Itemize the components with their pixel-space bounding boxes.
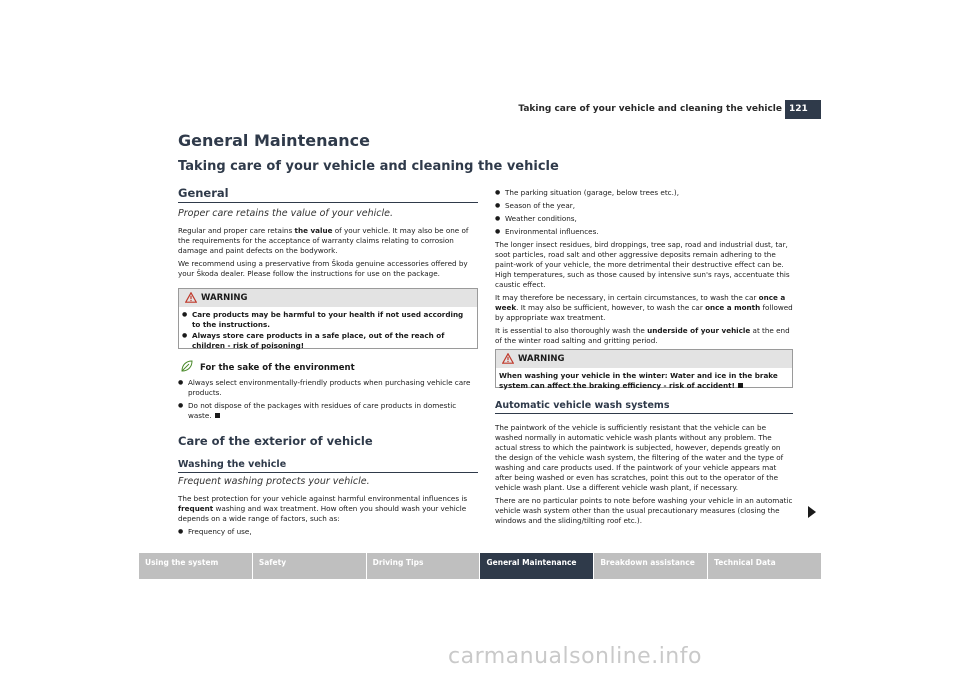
general-lead: Proper care retains the value of your vehicle. bbox=[178, 208, 393, 219]
left-column bbox=[178, 208, 478, 282]
environment-header: For the sake of the environment bbox=[178, 361, 478, 375]
environment-item: ● Do not dispose of the packages with residues of care products in domestic waste. bbox=[178, 401, 478, 421]
factor-item: ● Season of the year, bbox=[495, 201, 793, 211]
warning-header: WARNING bbox=[496, 350, 792, 368]
general-heading: General bbox=[178, 186, 229, 200]
tab-general-maintenance[interactable]: General Maintenance bbox=[480, 553, 594, 579]
section-end-mark bbox=[215, 413, 220, 418]
exterior-care-heading: Care of the exterior of vehicle bbox=[178, 434, 373, 448]
warning-triangle-icon bbox=[185, 292, 197, 310]
warning-item: ● Always store care products in a safe place, out of the reach of children - risk of poisoning! bbox=[182, 331, 474, 351]
auto-wash-column bbox=[495, 423, 793, 529]
section-end-mark bbox=[738, 383, 743, 388]
underside-paragraph: It is essential to also thoroughly wash the underside of your vehicle at the end of the winter road salting and gritting period. bbox=[495, 326, 790, 345]
running-header-title: Taking care of your vehicle and cleaning the vehicle bbox=[518, 104, 782, 114]
washing-lead: Frequent washing protects your vehicle. bbox=[178, 476, 370, 487]
washing-heading-rule bbox=[178, 472, 478, 473]
leaf-icon bbox=[180, 359, 194, 378]
environment-item: ● Always select environmentally-friendly products when purchasing vehicle care products. bbox=[178, 378, 478, 398]
tab-breakdown-assistance[interactable]: Breakdown assistance bbox=[594, 553, 708, 579]
warning-body bbox=[179, 307, 477, 355]
warning-header: WARNING bbox=[179, 289, 477, 307]
tab-safety[interactable]: Safety bbox=[253, 553, 367, 579]
environment-note bbox=[178, 361, 478, 424]
section-title: Taking care of your vehicle and cleaning the vehicle bbox=[178, 159, 559, 174]
washing-column bbox=[178, 476, 478, 540]
watermark: carmanualsonline.info bbox=[448, 644, 702, 669]
page-number: 121 bbox=[785, 100, 821, 119]
next-page-arrow-icon[interactable] bbox=[808, 506, 816, 518]
warning-box-care-products bbox=[178, 288, 478, 349]
chapter-title: General Maintenance bbox=[178, 131, 370, 150]
factor-item: ● Weather conditions, bbox=[495, 214, 793, 224]
auto-wash-heading-rule bbox=[495, 413, 793, 414]
chapter-tabs bbox=[139, 553, 822, 579]
warning-triangle-icon bbox=[502, 353, 514, 371]
auto-wash-precautions-paragraph: There are no particular points to note before washing your vehicle in an automatic vehicle wash system other than the usual precautionary measures (closing the windows and the sliding/tilting roof etc.). bbox=[495, 496, 793, 525]
right-column bbox=[495, 188, 793, 349]
auto-wash-heading: Automatic vehicle wash systems bbox=[495, 400, 670, 411]
wash-frequency-paragraph: It may therefore be necessary, in certain circumstances, to wash the car once a week. It may also be sufficient, however, to wash the car once a month followed by appropriate wax treatment. bbox=[495, 293, 793, 322]
tab-using-the-system[interactable]: Using the system bbox=[139, 553, 253, 579]
auto-wash-paragraph: The paintwork of the vehicle is sufficiently resistant that the vehicle can be washed normally in automatic vehicle wash plants without any problem. The actual stress to which the paintwork is subjected, however, depends greatly on the design of the vehicle wash system, the filtering of the water and the type of washing and care products used. If the paintwork of your vehicle appears mat after being washed or even has scratches, point this out to the operator of the vehicle wash plant. Use a different vehicle wash plant, if necessary. bbox=[495, 423, 784, 492]
deposits-paragraph: The longer insect residues, bird droppings, tree sap, road and industrial dust, tar, soot particles, road salt and other aggressive deposits remain adhering to the paint-work of your vehicle, the more detrimental their destructive effect can be. High temperatures, such as those caused by intensive sun's rays, accentuate this caustic effect. bbox=[495, 240, 790, 289]
preservative-paragraph: We recommend using a preservative from Škoda genuine accessories offered by your Škoda dealer. Please follow the instructions for use on the package. bbox=[178, 259, 468, 278]
washing-paragraph: The best protection for your vehicle against harmful environmental influences is frequent washing and wax treatment. How often you should wash your vehicle depends on a wide range of factors, such as: bbox=[178, 494, 468, 523]
general-heading-rule bbox=[178, 202, 478, 203]
tab-driving-tips[interactable]: Driving Tips bbox=[367, 553, 481, 579]
warning-body: When washing your vehicle in the winter: Water and ice in the brake system can affect the braking efficiency - risk of accident! bbox=[499, 371, 778, 390]
warning-item: ● Care products may be harmful to your health if not used according to the instructions. bbox=[182, 310, 474, 330]
washing-heading: Washing the vehicle bbox=[178, 459, 287, 470]
factor-item: ● Frequency of use, bbox=[178, 527, 478, 537]
factor-item: ● The parking situation (garage, below trees etc.), bbox=[495, 188, 793, 198]
tab-technical-data[interactable]: Technical Data bbox=[708, 553, 822, 579]
factor-item: ● Environmental influences. bbox=[495, 227, 793, 237]
care-paragraph: Regular and proper care retains the value of your vehicle. It may also be one of the requirements for the acceptance of warranty claims relating to corrosion damage and paint defects on the bodywork. bbox=[178, 226, 469, 255]
warning-box-winter bbox=[495, 349, 793, 388]
